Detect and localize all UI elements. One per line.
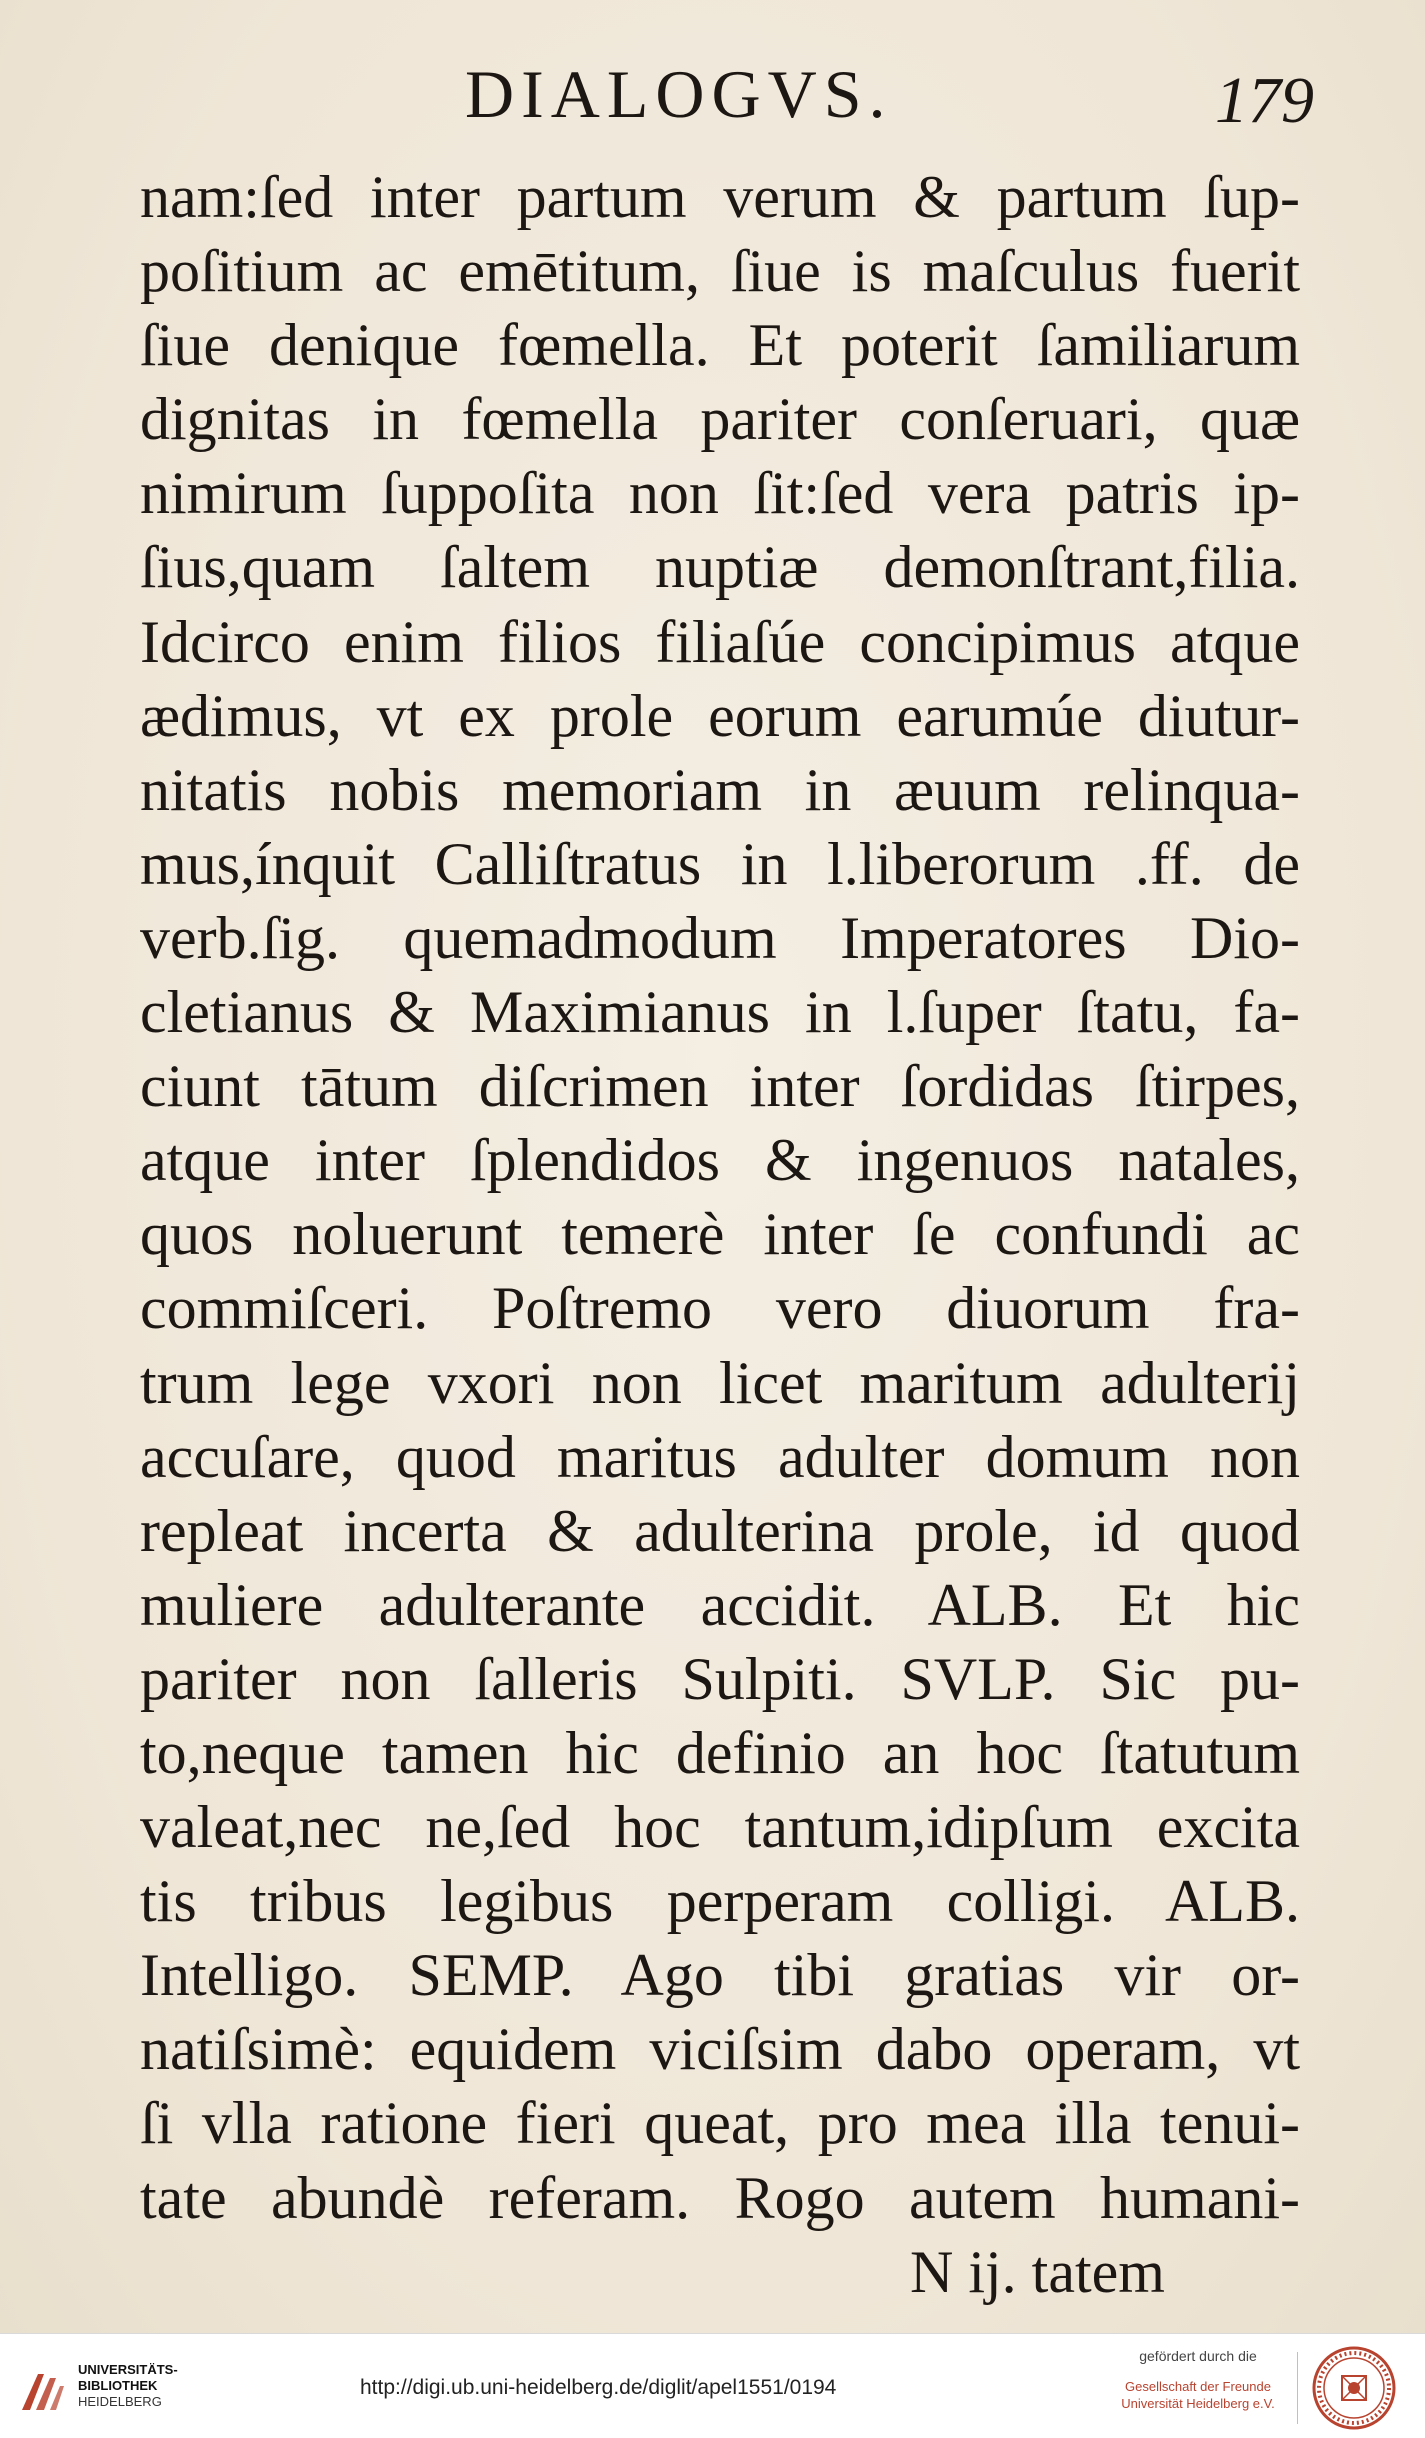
footer-divider: [1297, 2352, 1298, 2424]
text-line: nimirum ſuppoſita non ſit:ſed vera patris ip-: [140, 460, 1300, 527]
text-line: ſius,quam ſaltem nuptiæ demonſtrant,filia.: [140, 534, 1300, 601]
running-title: DIALOGVS.: [465, 56, 893, 132]
catchword-line: N ij. tatem: [910, 2238, 1165, 2305]
text-line: repleat incerta & adulterina prole, id quod: [140, 1497, 1300, 1564]
text-line: tis tribus legibus perperam colligi. ALB.: [140, 1868, 1300, 1935]
text-line: to,neque tamen hic definio an hoc ſtatutum: [140, 1719, 1300, 1786]
text-line: Idcirco enim filios filiaſúe concipimus atque: [140, 608, 1300, 675]
text-line: pariter non ſalleris Sulpiti. SVLP. Sic pu-: [140, 1645, 1300, 1712]
text-line: cletianus & Maximianus in l.ſuper ſtatu, fa-: [140, 979, 1300, 1046]
library-logo-icon[interactable]: [16, 2366, 68, 2418]
text-line: dignitas in fœmella pariter conſeruari, quæ: [140, 386, 1300, 453]
sponsor-org-line: Gesellschaft der Freunde: [1125, 2379, 1271, 2394]
text-line: valeat,nec ne,ſed hoc tantum,idipſum excita: [140, 1794, 1300, 1861]
text-line: ſi vlla ratione fieri queat, pro mea illa tenui-: [140, 2090, 1300, 2157]
page-header: [0, 55, 1425, 145]
text-line: commiſceri. Poſtremo vero diuorum fra-: [140, 1275, 1300, 1342]
text-line: Intelligo. SEMP. Ago tibi gratias vir or-: [140, 1942, 1300, 2009]
text-line: verb.ſig. quemadmodum Imperatores Dio-: [140, 904, 1300, 971]
university-seal-icon[interactable]: [1312, 2346, 1396, 2430]
viewer-footer: [0, 2333, 1425, 2438]
text-line: nam:ſed inter partum verum & partum ſup-: [140, 164, 1300, 230]
library-name-line: HEIDELBERG: [78, 2394, 162, 2409]
text-line: ſiue denique fœmella. Et poterit ſamiliarum: [140, 312, 1300, 379]
library-name-line: UNIVERSITÄTS-: [78, 2362, 178, 2377]
text-line: nitatis nobis memoriam in æuum relinqua-: [140, 756, 1300, 823]
text-line: quos noluerunt temerè inter ſe confundi ac: [140, 1201, 1300, 1268]
text-line: accuſare, quod maritus adulter domum non: [140, 1423, 1300, 1490]
text-line: ciunt tātum diſcrimen inter ſordidas ſtirpes,: [140, 1053, 1300, 1120]
text-line: poſitium ac emētitum, ſiue is maſculus fuerit: [140, 238, 1300, 305]
library-name: [78, 2362, 178, 2410]
text-line: natiſsimè: equidem viciſsim dabo operam, vt: [140, 2016, 1300, 2083]
text-block: [140, 160, 1300, 2309]
sponsor-label: gefördert durch die: [1139, 2348, 1257, 2364]
text-line: muliere adulterante accidit. ALB. Et hic: [140, 1571, 1300, 1638]
text-line: tate abundè referam. Rogo autem humani-: [140, 2164, 1300, 2231]
text-line: mus,ínquit Calliſtratus in l.liberorum .ff. de: [140, 830, 1300, 897]
text-line: ædimus, vt ex prole eorum earumúe diutur-: [140, 682, 1300, 749]
sponsor-block: [1098, 2348, 1298, 2412]
library-name-line: BIBLIOTHEK: [78, 2378, 158, 2393]
sponsor-org-line: Universität Heidelberg e.V.: [1121, 2396, 1275, 2411]
text-line: trum lege vxori non licet maritum adulterij: [140, 1349, 1300, 1416]
page-url[interactable]: http://digi.ub.uni-heidelberg.de/diglit/apel1551/0194: [360, 2376, 837, 2399]
page-number: 179: [1215, 64, 1314, 137]
text-line: atque inter ſplendidos & ingenuos natales,: [140, 1127, 1300, 1194]
